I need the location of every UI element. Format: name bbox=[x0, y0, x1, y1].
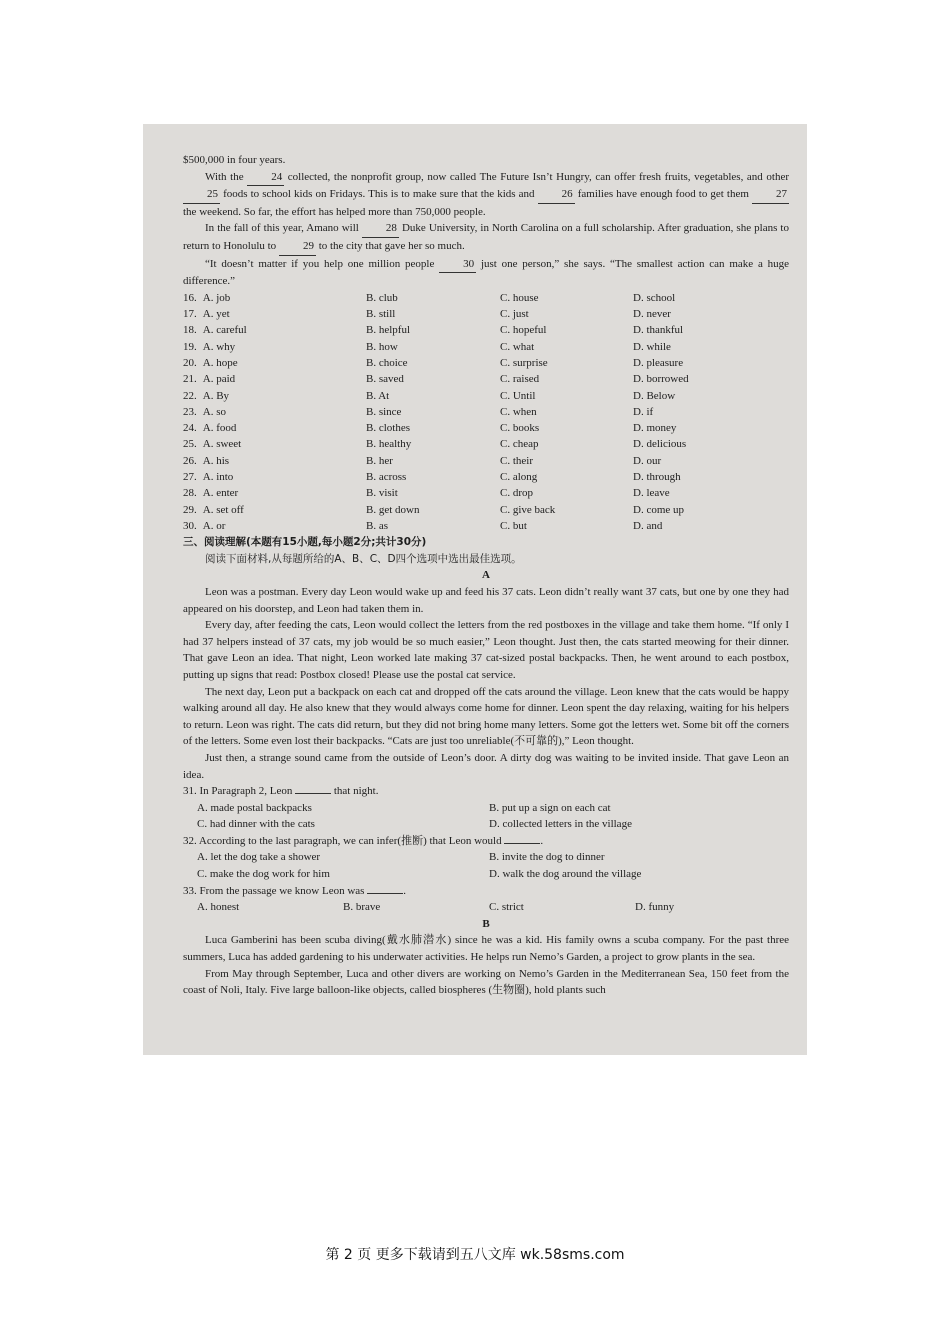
option-a-text: A. set off bbox=[202, 503, 244, 516]
option-c: C. strict bbox=[489, 901, 524, 914]
cloze-option-row bbox=[183, 469, 789, 485]
passage-a-paragraph: Leon was a postman. Every day Leon would wake up and feed his 37 cats. Leon didn’t really want 37 cats, but one by one they had appeared on his doorstep, and Leon had taken them in. bbox=[183, 585, 789, 615]
cloze-option-row bbox=[183, 306, 789, 322]
option-d: D. pleasure bbox=[633, 356, 684, 369]
question-31 bbox=[183, 783, 789, 833]
option-b: B. healthy bbox=[366, 438, 412, 451]
cloze-blank: 25 bbox=[183, 186, 220, 204]
option-c: C. make the dog work for him bbox=[197, 868, 330, 881]
question-number: 20. bbox=[183, 356, 197, 369]
option-a bbox=[183, 420, 366, 436]
option-a-text: A. into bbox=[202, 471, 234, 484]
passage-a-paragraph: The next day, Leon put a backpack on each cat and dropped off the cats around the village. Leon knew that the cats would be happy walking around all day. He also knew that they would always come home for dinner. Leon spent the day relaxing, waiting for his helpers to return. Leon was right. The cats did return, but they did not bring home many letters. Some got the letters wet. Some bit off the corners of the letters. Some even lost their backpacks. “Cats are just too unreliable(不可靠的),” Leon thought. bbox=[183, 685, 789, 748]
question-32 bbox=[183, 833, 789, 883]
option-b: B. saved bbox=[366, 373, 404, 386]
question-number: 23. bbox=[183, 405, 197, 418]
cloze-option-row bbox=[183, 436, 789, 452]
cloze-option-row bbox=[183, 388, 789, 404]
cloze-option-row bbox=[183, 322, 789, 338]
option-c: C. cheap bbox=[500, 438, 539, 451]
option-d: D. borrowed bbox=[633, 373, 689, 386]
option-a-text: A. paid bbox=[202, 373, 236, 386]
option-c: C. had dinner with the cats bbox=[197, 818, 315, 831]
cloze-paragraph-1: With the 24 collected, the nonprofit group, now called The Future Isn’t Hungry, can offer fresh fruits, vegetables, and other 25 foods to school kids on Fridays. This is to make sure that the kids and 26 families have enough food to get them 27 the weekend. So far, the effort has helped more than 750,000 people. bbox=[183, 170, 789, 218]
option-a-text: A. job bbox=[202, 291, 231, 304]
cloze-paragraph-3: “It doesn’t matter if you help one million people 30 just one person,” she says. “The smallest action can make a huge difference.” bbox=[183, 257, 789, 288]
question-number: 19. bbox=[183, 340, 197, 353]
option-a-text: A. careful bbox=[202, 324, 247, 337]
option-b: B. visit bbox=[366, 487, 398, 500]
passage-a-label: A bbox=[482, 569, 490, 582]
answer-blank bbox=[504, 843, 540, 844]
answer-blank bbox=[367, 893, 403, 894]
question-number: 22. bbox=[183, 389, 197, 402]
question-number: 30. bbox=[183, 519, 197, 532]
passage-b-paragraph: From May through September, Luca and other divers are working on Nemo’s Garden in the Mediterranean Sea, 150 feet from the coast of Noli, Italy. Five large balloon-like objects, called biospheres (生物圈), hold plants such bbox=[183, 967, 789, 997]
passage-b-paragraph: Luca Gamberini has been scuba diving(戴水肺潜水) since he was a kid. His family owns a scuba company. For the past three summers, Luca has added gardening to his underwater activities. He helps run Nemo’s Garden, a project to grow plants in the sea. bbox=[183, 934, 789, 964]
question-number: 26. bbox=[183, 454, 197, 467]
section-3-heading: 三、阅读理解(本题有15小题,每小题2分;共计30分) bbox=[183, 536, 427, 549]
option-d: D. through bbox=[633, 471, 681, 484]
question-number: 24. bbox=[183, 422, 197, 435]
option-a-text: A. By bbox=[202, 389, 230, 402]
question-stem: 32. According to the last paragraph, we can infer(推断) that Leon would . bbox=[183, 834, 544, 847]
option-b: B. still bbox=[366, 308, 396, 321]
question-stem: 33. From the passage we know Leon was . bbox=[183, 884, 406, 897]
section-3-instruction: 阅读下面材料,从每题所给的A、B、C、D四个选项中选出最佳选项。 bbox=[205, 552, 522, 565]
cloze-blank: 24 bbox=[247, 169, 284, 187]
option-a-text: A. food bbox=[202, 422, 237, 435]
cloze-blank: 27 bbox=[752, 186, 789, 204]
option-c: C. books bbox=[500, 422, 540, 435]
cloze-blank: 28 bbox=[362, 220, 399, 238]
option-d: D. walk the dog around the village bbox=[489, 868, 642, 881]
cloze-option-row bbox=[183, 453, 789, 469]
option-a bbox=[183, 371, 366, 387]
option-b: B. get down bbox=[366, 503, 420, 516]
option-d: D. leave bbox=[633, 487, 670, 500]
option-c: C. but bbox=[500, 519, 527, 532]
option-d: D. while bbox=[633, 340, 671, 353]
cloze-option-row bbox=[183, 290, 789, 306]
option-c: C. house bbox=[500, 291, 539, 304]
option-a bbox=[183, 404, 366, 420]
cloze-blank: 29 bbox=[279, 238, 316, 256]
option-b: B. her bbox=[366, 454, 393, 467]
option-c: C. surprise bbox=[500, 356, 548, 369]
option-a bbox=[183, 469, 366, 485]
option-a bbox=[183, 290, 366, 306]
question-options bbox=[183, 899, 789, 916]
question-options bbox=[183, 800, 789, 833]
option-a bbox=[183, 453, 366, 469]
option-a bbox=[183, 306, 366, 322]
exam-content bbox=[183, 152, 789, 999]
option-c: C. their bbox=[500, 454, 533, 467]
passage-a-paragraph: Just then, a strange sound came from the outside of Leon’s door. A dirty dog was waiting to be invited inside. That gave Leon an idea. bbox=[183, 751, 789, 781]
option-d: D. if bbox=[633, 405, 654, 418]
page-footer: 第 2 页 更多下载请到五八文库 wk.58sms.com bbox=[325, 1247, 625, 1263]
option-b: B. helpful bbox=[366, 324, 410, 337]
option-d: D. money bbox=[633, 422, 677, 435]
question-number: 18. bbox=[183, 324, 197, 337]
option-a: A. honest bbox=[197, 901, 240, 914]
option-b: B. since bbox=[366, 405, 402, 418]
option-a-text: A. sweet bbox=[202, 438, 242, 451]
option-c: C. Until bbox=[500, 389, 536, 402]
answer-blank bbox=[295, 793, 331, 794]
option-d: D. Below bbox=[633, 389, 676, 402]
question-33 bbox=[183, 883, 789, 916]
option-b: B. as bbox=[366, 519, 388, 532]
option-c: C. just bbox=[500, 308, 529, 321]
question-number: 27. bbox=[183, 471, 197, 484]
option-d: D. come up bbox=[633, 503, 685, 516]
cloze-option-row bbox=[183, 420, 789, 436]
scanned-exam-page bbox=[143, 124, 807, 1055]
option-b: B. put up a sign on each cat bbox=[489, 801, 611, 814]
question-number: 25. bbox=[183, 438, 197, 451]
option-b: B. across bbox=[366, 471, 407, 484]
option-a-text: A. or bbox=[202, 519, 226, 532]
option-a bbox=[183, 518, 366, 534]
option-c: C. drop bbox=[500, 487, 533, 500]
cloze-blank: 26 bbox=[538, 186, 575, 204]
option-b: B. invite the dog to dinner bbox=[489, 851, 605, 864]
option-b: B. club bbox=[366, 291, 398, 304]
option-a bbox=[183, 485, 366, 501]
cloze-paragraph-2: In the fall of this year, Amano will 28 Duke University, in North Carolina on a full scholarship. After graduation, she plans to return to Honolulu to 29 to the city that gave her so much. bbox=[183, 220, 789, 255]
option-b: B. how bbox=[366, 340, 398, 353]
option-c: C. hopeful bbox=[500, 324, 547, 337]
option-c: C. what bbox=[500, 340, 535, 353]
cloze-option-row bbox=[183, 518, 789, 534]
option-a: A. made postal backpacks bbox=[197, 801, 312, 814]
option-d: D. thankful bbox=[633, 324, 684, 337]
cloze-option-row bbox=[183, 371, 789, 387]
cloze-option-row bbox=[183, 339, 789, 355]
option-a-text: A. enter bbox=[202, 487, 239, 500]
option-c: C. along bbox=[500, 471, 538, 484]
cloze-option-row bbox=[183, 355, 789, 371]
option-b: B. clothes bbox=[366, 422, 410, 435]
option-b: B. brave bbox=[343, 901, 381, 914]
option-a-text: A. so bbox=[202, 405, 226, 418]
cloze-option-row bbox=[183, 485, 789, 501]
option-a bbox=[183, 388, 366, 404]
option-d: D. school bbox=[633, 291, 676, 304]
option-c: C. give back bbox=[500, 503, 556, 516]
question-number: 21. bbox=[183, 373, 197, 386]
cloze-blank: 30 bbox=[439, 256, 476, 274]
option-a bbox=[183, 502, 366, 518]
option-a bbox=[183, 355, 366, 371]
option-b: B. choice bbox=[366, 356, 408, 369]
passage-intro: $500,000 in four years. bbox=[183, 154, 286, 166]
option-c: C. raised bbox=[500, 373, 540, 386]
option-d: D. never bbox=[633, 308, 671, 321]
question-options bbox=[183, 849, 789, 882]
option-a bbox=[183, 436, 366, 452]
question-number: 17. bbox=[183, 308, 197, 321]
option-a: A. let the dog take a shower bbox=[197, 851, 321, 864]
question-stem: 31. In Paragraph 2, Leon that night. bbox=[183, 785, 379, 798]
option-d: D. delicious bbox=[633, 438, 687, 451]
option-d: D. collected letters in the village bbox=[489, 818, 632, 831]
option-d: D. funny bbox=[635, 901, 675, 914]
question-number: 16. bbox=[183, 291, 197, 304]
cloze-options-table bbox=[183, 290, 789, 534]
passage-a-paragraph: Every day, after feeding the cats, Leon would collect the letters from the red postboxes in the village and take them home. “If only I had 37 helpers instead of 37 cats, my job would be so much easier,” Leon thought. Just then, the cats started meowing for their dinner. That gave Leon an idea. That night, Leon worked late making 37 cat-sized postal backpacks. Then, he went around to each postbox, putting up signs that read: Postbox closed! Please use the postal cat service. bbox=[183, 619, 789, 681]
question-number: 28. bbox=[183, 487, 197, 500]
option-d: D. our bbox=[633, 454, 662, 467]
cloze-option-row bbox=[183, 404, 789, 420]
question-number: 29. bbox=[183, 503, 197, 516]
option-d: D. and bbox=[633, 519, 663, 532]
option-b: B. At bbox=[366, 389, 390, 402]
option-a-text: A. hope bbox=[202, 356, 238, 369]
option-a-text: A. why bbox=[202, 340, 236, 353]
option-c: C. when bbox=[500, 405, 537, 418]
option-a-text: A. yet bbox=[202, 308, 230, 321]
passage-b-label: B bbox=[482, 917, 490, 930]
option-a-text: A. his bbox=[202, 454, 230, 467]
cloze-option-row bbox=[183, 502, 789, 518]
option-a bbox=[183, 339, 366, 355]
option-a bbox=[183, 322, 366, 338]
